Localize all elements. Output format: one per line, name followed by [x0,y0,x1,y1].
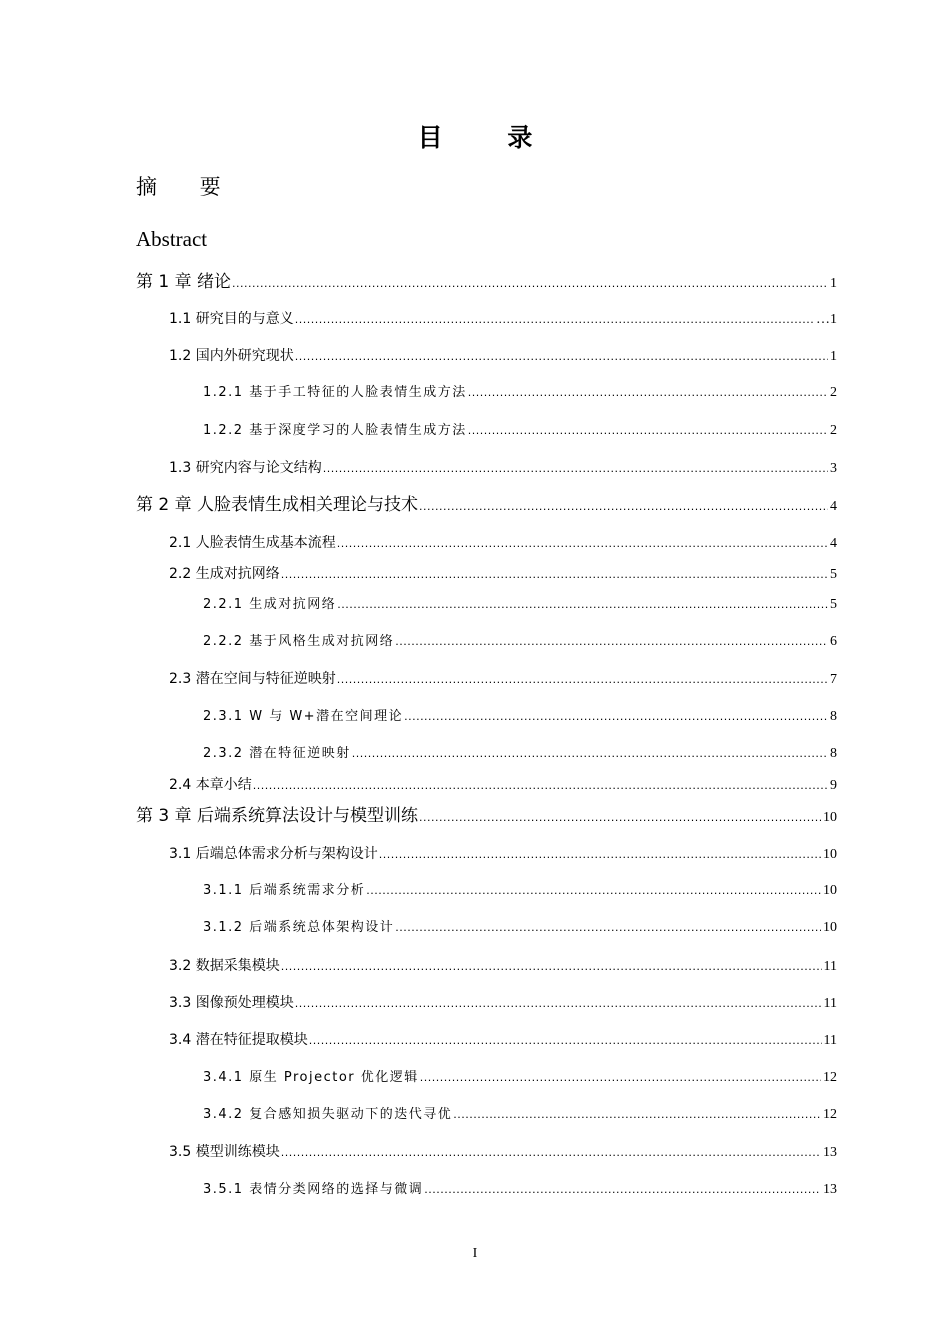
toc-entry-page: 2 [830,423,837,438]
toc-entry-page: 13 [823,1145,837,1160]
toc-entry-title: 2.1 人脸表情生成基本流程 [169,535,336,551]
toc-entry-page: 6 [830,634,837,649]
toc-entry[interactable] [169,954,837,978]
toc-entry-page: 8 [830,709,837,724]
toc-dot-leader [337,532,828,556]
toc-entry[interactable] [169,1140,837,1164]
toc-entry-title: 3.3 图像预处理模块 [169,995,294,1011]
heading-abstract-en: Abstract [136,227,208,251]
toc-entry-title: 2.3 潜在空间与特征逆映射 [169,671,336,687]
toc-entry-page: …1 [816,312,837,327]
toc-entry-title: 第 1 章 绪论 [136,272,232,292]
toc-dot-leader [295,345,828,369]
toc-entry-page: 12 [823,1107,837,1122]
toc-entry[interactable] [169,562,837,586]
toc-dot-leader [379,843,821,867]
toc-entry-page: 12 [823,1070,837,1085]
toc-dot-leader [295,992,822,1016]
toc-entry[interactable] [203,705,837,729]
toc-entry[interactable] [203,419,837,443]
toc-entry-page: 11 [823,996,837,1011]
toc-dot-leader [309,1029,822,1053]
toc-dot-leader [281,955,822,979]
toc-entry-page: 9 [830,778,837,793]
toc-entry-title: 1.3 研究内容与论文结构 [169,460,322,476]
toc-dot-leader [424,1178,821,1202]
toc-entry-page: 10 [823,847,837,862]
toc-entry-title: 2.2.1 生成对抗网络 [203,597,337,612]
toc-entry-page: 1 [830,276,837,291]
toc-entry-title: 2.3.1 W 与 W+潜在空间理论 [203,709,404,724]
toc-entry-title: 1.2 国内外研究现状 [169,348,294,364]
toc-dot-leader [281,1141,821,1165]
toc-entry[interactable] [169,773,837,797]
toc-entry[interactable] [203,1066,837,1090]
toc-entry-title: 3.1.2 后端系统总体架构设计 [203,920,395,935]
toc-dot-leader [419,495,828,519]
toc-entry[interactable] [136,493,837,517]
toc-entry[interactable] [136,804,837,828]
toc-dot-leader [468,419,828,443]
toc-dot-leader [352,742,828,766]
toc-entry-page: 1 [830,349,837,364]
toc-entry-title: 第 2 章 人脸表情生成相关理论与技术 [136,495,419,515]
toc-dot-leader [420,1066,821,1090]
toc-entry[interactable] [203,593,837,617]
toc-dot-leader [366,879,821,903]
toc-entry[interactable] [169,1028,837,1052]
toc-dot-leader [232,272,828,296]
toc-entry-page: 4 [830,499,837,514]
page-number: I [472,1246,478,1261]
toc-entry[interactable] [169,667,837,691]
toc-entry[interactable] [203,742,837,766]
toc-entry-title: 1.2.2 基于深度学习的人脸表情生成方法 [203,423,467,438]
toc-entry-title: 1.1 研究目的与意义 [169,311,294,327]
toc-entry-page: 11 [823,1033,837,1048]
toc-entry-title: 3.2 数据采集模块 [169,958,280,974]
toc-dot-leader [404,705,828,729]
toc-entry-page: 5 [830,567,837,582]
toc-entry-page: 2 [830,385,837,400]
toc-entry[interactable] [203,1103,837,1127]
toc-entry-title: 第 3 章 后端系统算法设计与模型训练 [136,806,419,826]
toc-entry-title: 2.2.2 基于风格生成对抗网络 [203,634,395,649]
toc-entry-page: 8 [830,746,837,761]
toc-entry-page: 3 [830,461,837,476]
page-title: 目 录 [417,123,561,152]
toc-entry-title: 3.4 潜在特征提取模块 [169,1032,308,1048]
toc-entry-page: 11 [823,959,837,974]
toc-entry-title: 3.5.1 表情分类网络的选择与微调 [203,1182,424,1197]
toc-entry-title: 3.5 模型训练模块 [169,1144,280,1160]
toc-entry[interactable] [136,270,837,294]
toc-entry-title: 3.4.1 原生 Projector 优化逻辑 [203,1070,419,1085]
toc-entry-page: 13 [823,1182,837,1197]
toc-entry[interactable] [169,842,837,866]
toc-dot-leader [419,806,821,830]
toc-entry[interactable] [203,879,837,903]
toc-dot-leader [395,916,821,940]
toc-dot-leader [468,381,828,405]
toc-entry-title: 3.1.1 后端系统需求分析 [203,883,366,898]
toc-entry-page: 10 [823,883,837,898]
toc-entry-page: 10 [823,810,837,825]
toc-entry[interactable] [203,916,837,940]
toc-entry[interactable] [169,456,837,480]
toc-entry[interactable] [169,307,837,331]
toc-entry[interactable] [169,531,837,555]
toc-entry[interactable] [203,381,837,405]
toc-dot-leader [395,630,828,654]
toc-entry-title: 2.4 本章小结 [169,777,252,793]
toc-dot-leader [323,457,828,481]
toc-entry-title: 2.2 生成对抗网络 [169,566,280,582]
toc-entry[interactable] [169,991,837,1015]
toc-dot-leader [453,1103,821,1127]
toc-entry-page: 7 [830,672,837,687]
toc-entry-page: 5 [830,597,837,612]
toc-entry[interactable] [203,630,837,654]
toc-dot-leader [337,593,828,617]
toc-entry-page: 10 [823,920,837,935]
toc-entry-title: 2.3.2 潜在特征逆映射 [203,746,351,761]
toc-dot-leader [281,563,828,587]
toc-entry-page: 4 [830,536,837,551]
toc-entry[interactable] [203,1178,837,1202]
toc-entry[interactable] [169,344,837,368]
heading-abstract-cn: 摘 要 [136,175,239,199]
toc-entry-title: 3.1 后端总体需求分析与架构设计 [169,846,378,862]
toc-dot-leader [253,774,828,798]
toc-entry-title: 3.4.2 复合感知损失驱动下的迭代寻优 [203,1107,453,1122]
toc-dot-leader [295,308,814,332]
toc-entry-title: 1.2.1 基于手工特征的人脸表情生成方法 [203,385,467,400]
toc-dot-leader [337,668,828,692]
